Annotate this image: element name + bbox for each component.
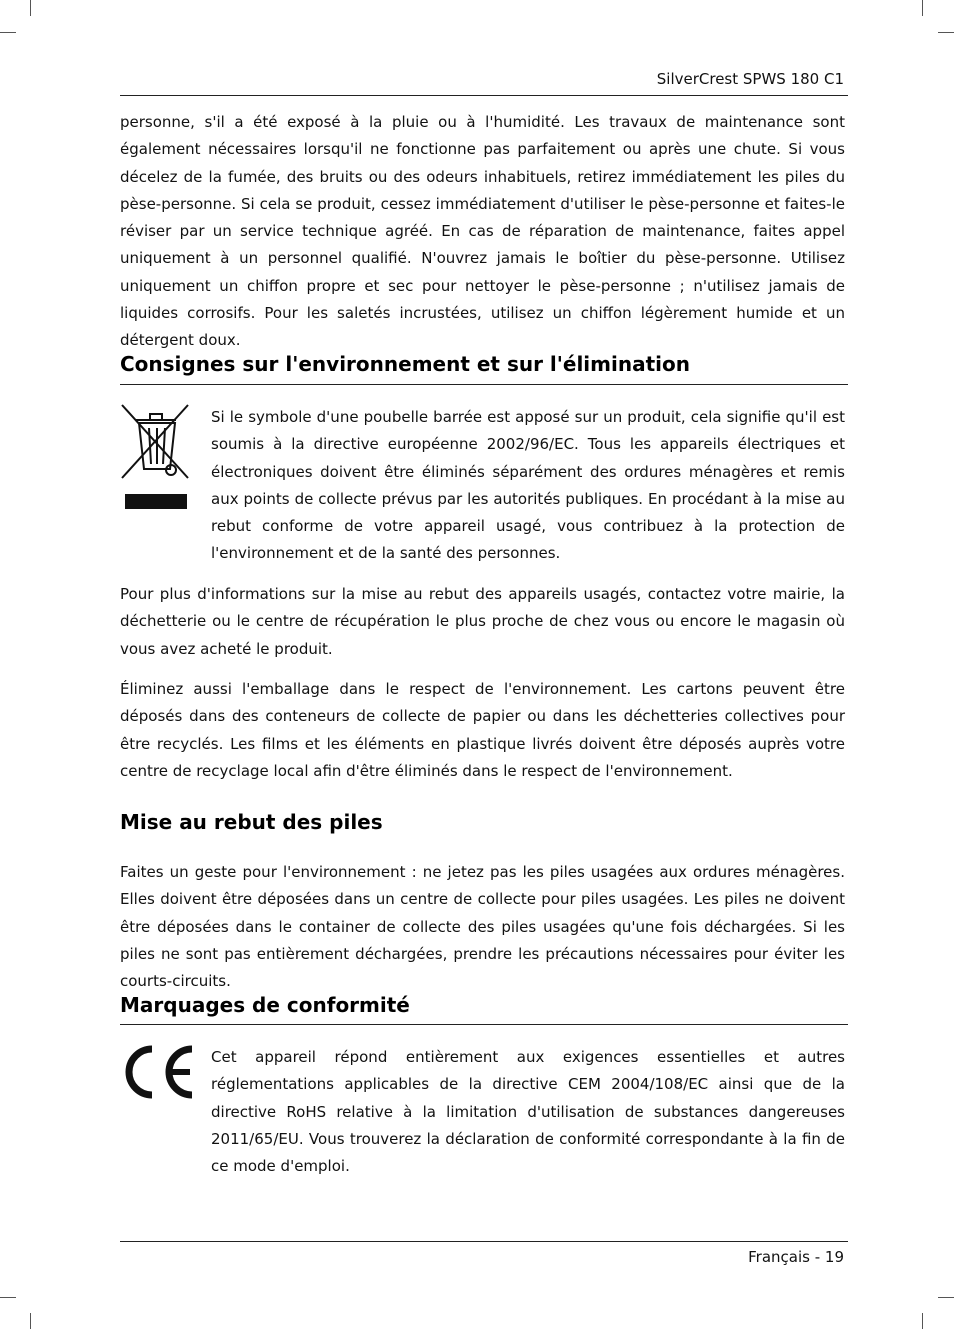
ce-mark-icon	[120, 1045, 196, 1103]
batteries-paragraph: Faites un geste pour l'environnement : ne jetez pas les piles usagées aux ordures ménagères. Elles doivent être déposées dans un centre de collecte pour piles usagées. Les piles ne doivent être déposées dans le container de collecte des piles usagées qu'une fois déchargées. Si les piles ne sont pas entièrement déchargées, prendre les précautions nécessaires pour éviter les courts-circuits.	[120, 863, 845, 991]
section-heading-environment: Consignes sur l'environnement et sur l'élimination	[120, 352, 690, 376]
packaging-paragraph: Éliminez aussi l'emballage dans le respect de l'environnement. Les cartons peuvent être déposés dans des conteneurs de collecte de papier ou dans les déchetteries collectives pour être recyclés. Les films et les éléments en plastique livrés doivent être déposés auprès votre centre de recyclage local afin d'être éliminés dans le respect de l'environnement.	[120, 680, 845, 780]
section-heading-batteries: Mise au rebut des piles	[120, 810, 383, 834]
disposal-info-paragraph: Pour plus d'informations sur la mise au rebut des appareils usagés, contactez votre mairie, la déchetterie ou le centre de récupération le plus proche de chez vous ou encore le magasin où vous avez acheté le produit.	[120, 585, 845, 658]
crop-mark	[922, 0, 923, 16]
running-header: SilverCrest SPWS 180 C1	[656, 70, 844, 88]
crop-mark	[0, 1297, 16, 1298]
intro-paragraph: personne, s'il a été exposé à la pluie ou à l'humidité. Les travaux de maintenance sont également nécessaires lorsqu'il ne fonctionne pas parfaitement ou après une chute. Si vous décelez de la fumée, des bruits ou des odeurs inhabituels, retirez immédiatement les piles du pèse-personne. Si cela se produit, cessez immédiatement d'utiliser le pèse-personne et faites-le réviser par un service technique agréé. En cas de réparation de maintenance, faites appel uniquement à un personnel qualifié. N'ouvrez jamais le boîtier du pèse-personne. Utilisez uniquement un chiffon propre et sec pour nettoyer le pèse-personne ; n'utilisez jamais de liquides corrosifs. Pour les saletés incrustées, utilisez un chiffon légèrement humide et un détergent doux.	[120, 113, 845, 350]
crop-mark	[30, 0, 31, 16]
header-rule	[120, 95, 848, 96]
footer-rule	[120, 1241, 848, 1242]
conformity-paragraph: Cet appareil répond entièrement aux exigences essentielles et autres réglementations applicables de la directive CEM 2004/108/EC ainsi que de la directive RoHS relative à la limitation d'utilisation de substances dangereuses 2011/65/EU. Vous trouverez la déclaration de conformité correspondante à la fin de ce mode d'emploi.	[211, 1048, 845, 1176]
section-rule	[120, 384, 848, 385]
section-rule	[120, 1024, 848, 1025]
wee-directive-paragraph: Si le symbole d'une poubelle barrée est apposé sur un produit, cela signifie qu'il est soumis à la directive européenne 2002/96/EC. Tous les appareils électriques et électroniques doivent être éliminés séparément des ordures ménagères et remis aux points de collecte prévus par les autorités publiques. En procédant à la mise au rebut conforme de votre appareil usagé, vous contribuez à la protection de l'environnement et de la santé des personnes.	[211, 408, 845, 563]
crop-mark	[938, 32, 954, 33]
page-number: Français - 19	[748, 1248, 844, 1266]
crop-mark	[30, 1313, 31, 1329]
crop-mark	[938, 1297, 954, 1298]
section-heading-conformity: Marquages de conformité	[120, 993, 410, 1017]
crossed-out-bin-icon	[118, 403, 192, 515]
crop-mark	[922, 1313, 923, 1329]
crop-mark	[0, 32, 16, 33]
